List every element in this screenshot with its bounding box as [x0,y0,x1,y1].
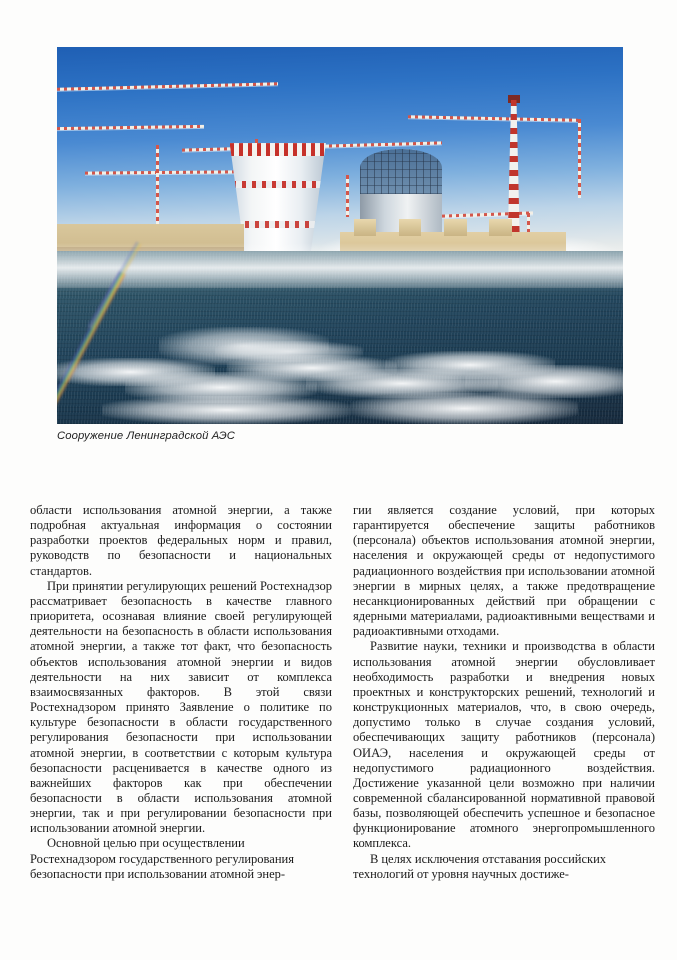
building-block [489,219,512,236]
crane-mast-icon [346,175,349,216]
paragraph: гии является создание условий, при которых гарантируется обеспечение защиты работников (персонала) объектов использования атомной энергии, населения и окружающей среды от недопустимого радиационного воздействия при использовании атомной энергии в мирных целях, а также предотвращение несанкционированных действий при обращении с ядерными материалами, радиоактивными веществами и радиоактивными отходами. [353,503,655,639]
text-column-left [30,503,332,882]
building-block [399,219,422,236]
figure-leningrad-npp [57,47,623,424]
paragraph: В целях исключения отставания российских технологий от уровня научных достиже- [353,851,607,881]
paragraph: Основной целью при осуществлении Ростехнадзором государственного регулирования безопасности при использовании атомной энер- [30,836,294,881]
paragraph: При принятии регулирующих решений Ростехнадзор рассматривает безопасность в качестве главного приоритета, осознавая влияние своей регулирующей деятельности на безопасность в области использования атомной энергии, а также тот факт, что безопасность объектов использования атомной энергии и видов деятельности на них зависит от комплекса взаимосвязанных факторов. В этой связи Ростехнадзором принято Заявление о политике по культуре безопасности в области государственного регулирования безопасности при использовании атомной энергии, в соответствии с которым культура безопасности расценивается в качестве одного из важнейших факторов как при обеспечении безопасности в области использования атомной энергии, так и при регулировании безопасности при использовании атомной энергии. [30,578,332,836]
text-column-right [353,503,655,882]
paragraph: Развитие науки, техники и производства в области использования атомной энергии обусловливает необходимость разработки и внедрения новых проектных и конструкторских решений, технологий и конструкционных материалов, что, в свою очередь, допустимо только в случае создания условий, обеспечивающих защиту работников (персонала) ОИАЭ, населения и окружающей среды от недопустимого радиационного воздействия. Достижение указанной цели возможно при наличии современной сбалансированной нормативной правовой базы, позволяющей обеспечить успешное и безопасное функционирование атомного энергопромышленного комплекса. [353,639,655,851]
building-block [444,219,467,236]
cooling-tower-band [235,221,320,228]
water-spray-plume [351,393,577,424]
photo-leningrad-npp-construction [57,47,623,424]
crane-mast-icon [578,119,581,198]
paragraph: области использования атомной энергии, а также подробная актуальная информация о состоянии разработки проектов федеральных норм и правил, руководств по безопасности и национальных стандартов. [30,503,332,578]
building-block [354,219,377,236]
cooling-tower-rim [230,143,326,156]
figure-caption: Сооружение Ленинградской АЭС [57,430,236,442]
cooling-tower-band [232,181,324,188]
crane-mast-icon [156,145,159,228]
spray-haze [57,243,623,288]
body-columns [30,503,655,882]
water-spray-plume [102,396,351,424]
containment-scaffolding [360,149,442,194]
